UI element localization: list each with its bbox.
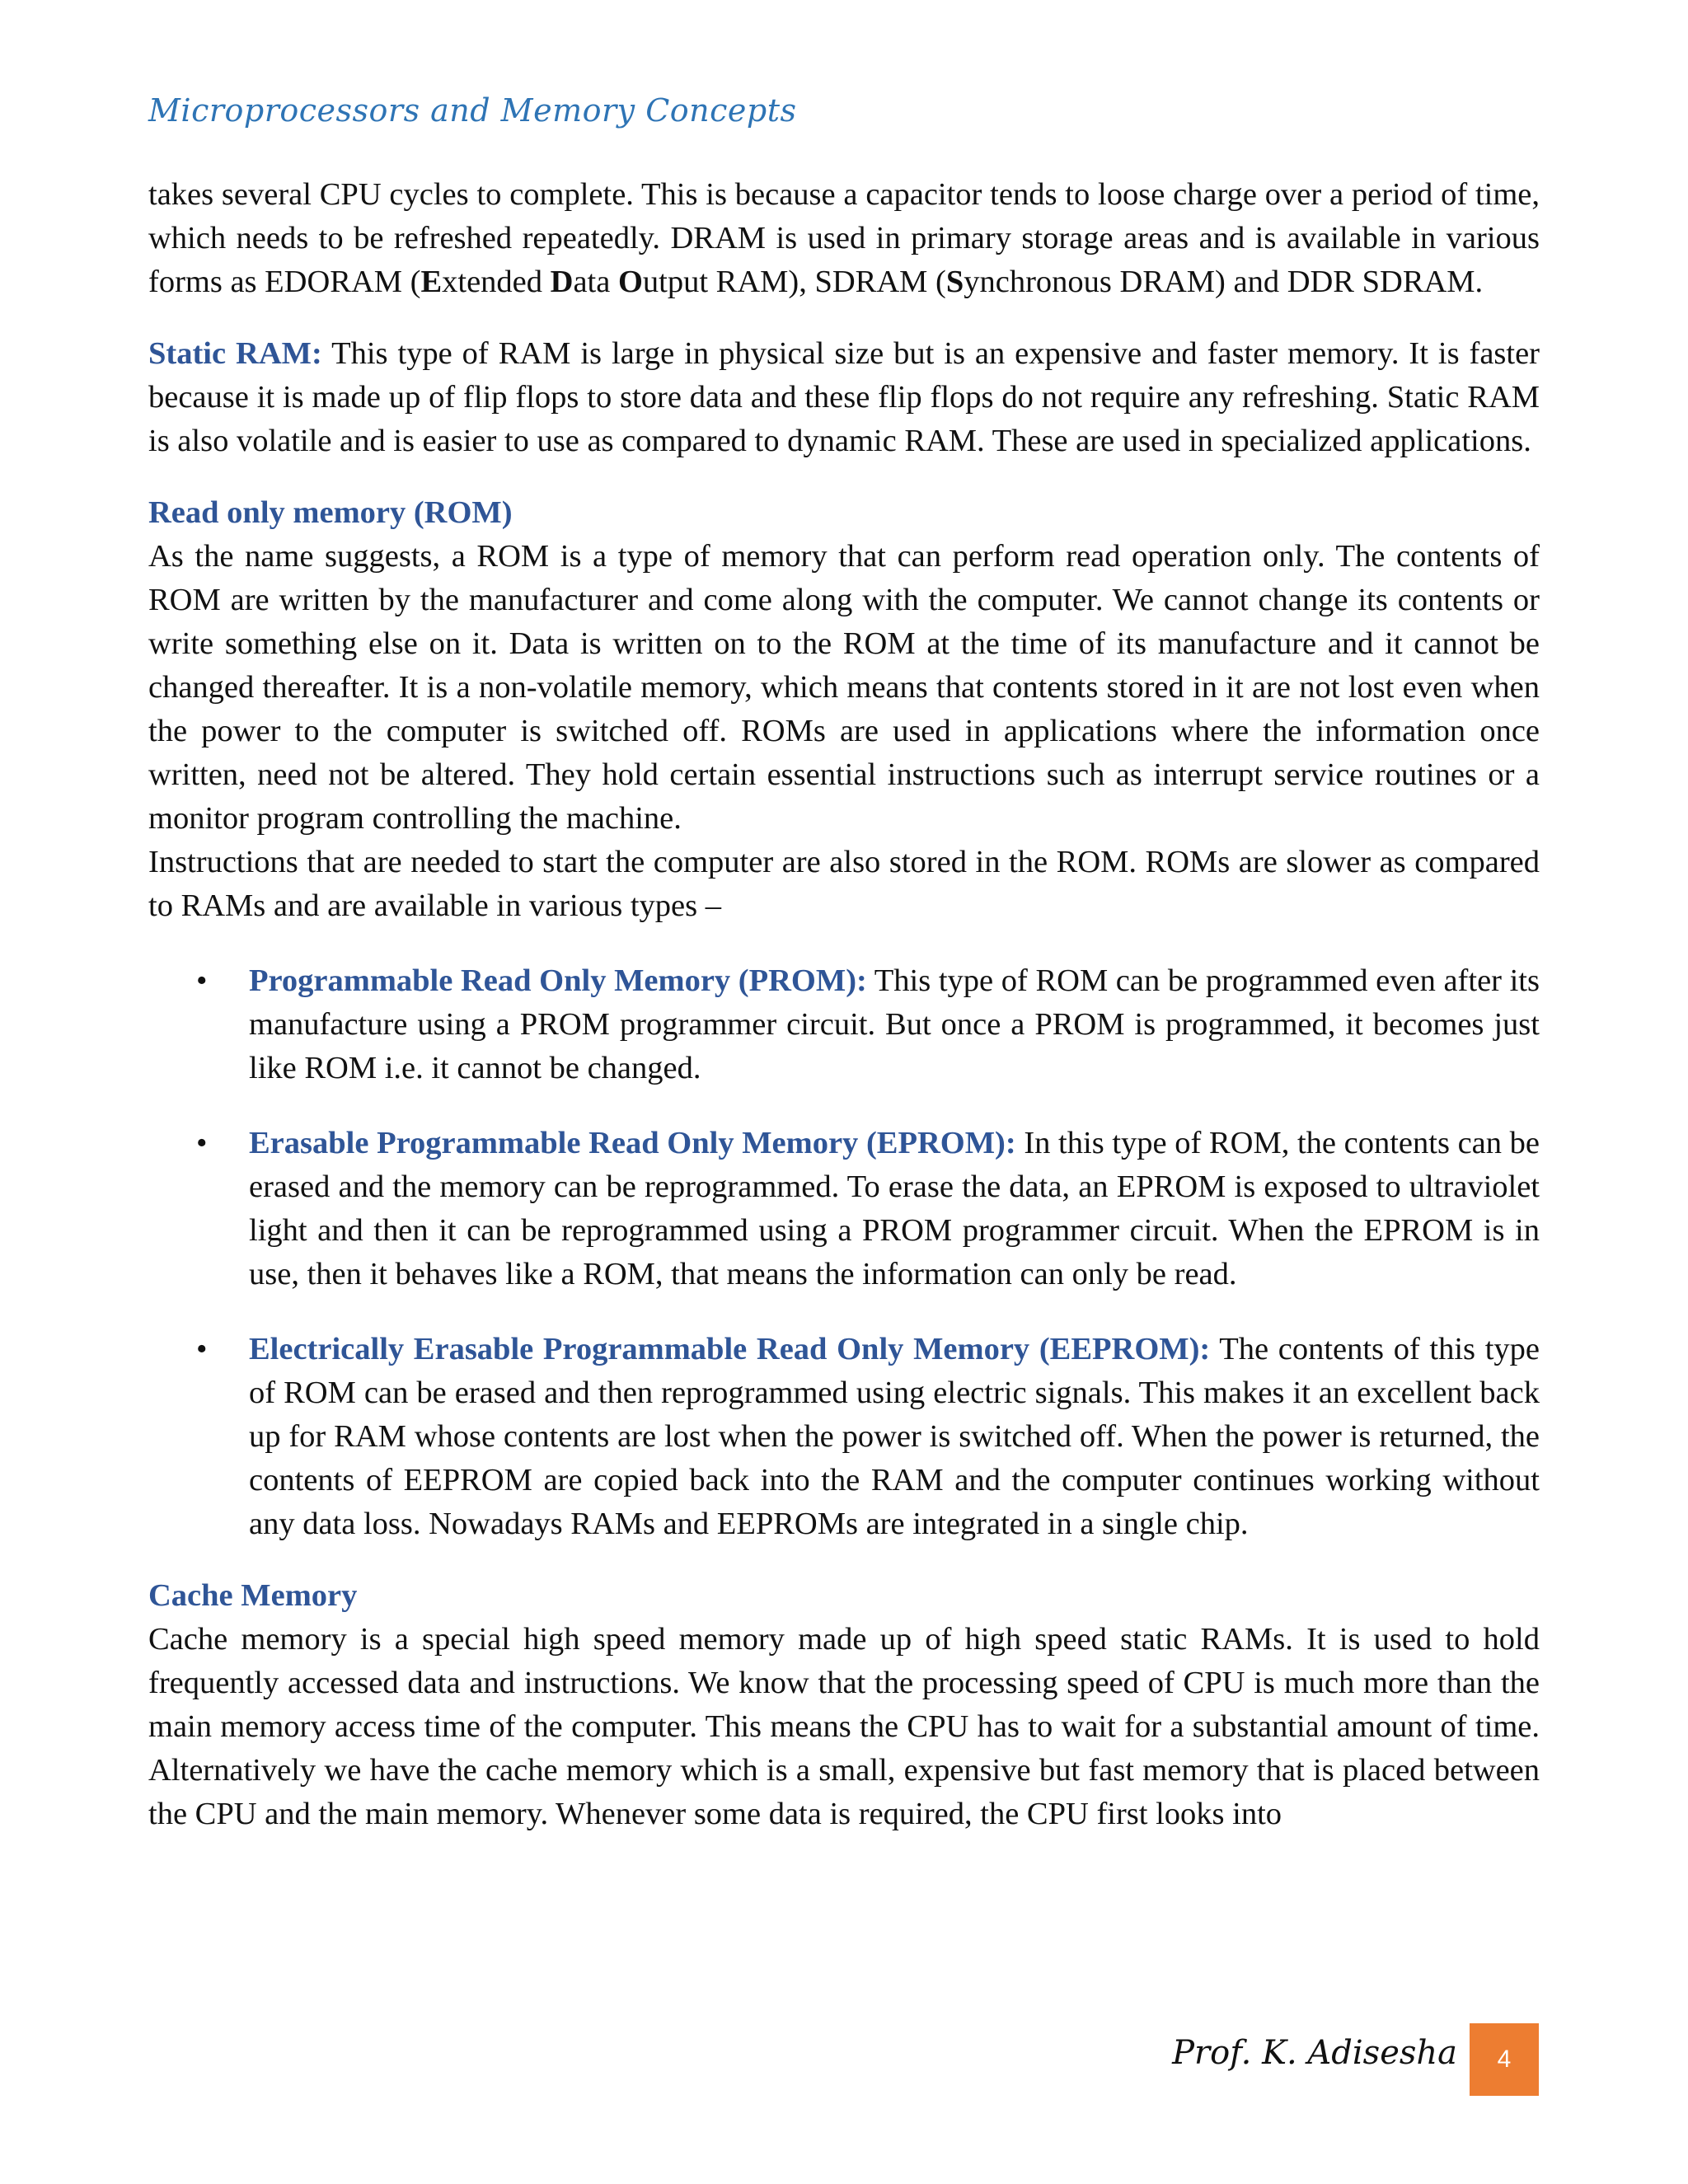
rom-paragraph-2: Instructions that are needed to start the computer are also stored in the ROM. ROMs are slower as compared to RAMs and are available in various types – [148, 845, 1540, 923]
dram-text-3: ata [573, 265, 618, 299]
page-number-badge: 4 [1470, 2023, 1539, 2096]
rom-paragraph-1: As the name suggests, a ROM is a type of memory that can perform read operation only. The contents of ROM are written by the manufacturer and come along with the computer. We cannot change its contents or write something else on it. Data is written on to the ROM at the time of its manufacture and it cannot be changed thereafter. It is a non-volatile memory, which means that contents stored in it are not lost even when the power to the computer is switched off. ROMs are used in applications where the information once written, need not be altered. They hold certain essential instructions such as interrupt service routines or a monitor program controlling the machine. [148, 539, 1540, 836]
dram-bold-o: O [617, 265, 643, 299]
cache-heading: Cache Memory [148, 1578, 358, 1613]
eeprom-label: Electrically Erasable Programmable Read Only Memory (EEPROM): [249, 1332, 1211, 1366]
static-ram-label: Static RAM: [148, 336, 322, 371]
static-ram-text: This type of RAM is large in physical size but is an expensive and faster memory. It is faster because it is made up of flip flops to store data and these flip flops do not require any refreshing. Static RAM is also volatile and is easier to use as compared to dynamic RAM. These are used in specialized applications. [148, 336, 1540, 458]
document-body [148, 173, 1540, 1836]
dram-bold-e: E [420, 265, 443, 299]
dram-text-4: utput RAM), SDRAM ( [642, 265, 946, 299]
prom-text: This type of ROM can be programmed even after its manufacture using a PROM programmer circuit. But once a PROM is programmed, it becomes just like ROM i.e. it cannot be changed. [249, 963, 1540, 1085]
footer-author: Prof. K. Adisesha [1172, 2034, 1457, 2072]
bullet-icon: • [196, 963, 208, 998]
dram-text-1: takes several CPU cycles to complete. This is because a capacitor tends to loose charge over a period of time, which needs to be refreshed repeatedly. DRAM is used in primary storage areas and is available in various forms as EDORAM ( [148, 177, 1540, 299]
eprom-label: Erasable Programmable Read Only Memory (EPROM): [249, 1126, 1016, 1160]
list-item-prom [148, 959, 1540, 1090]
list-item-eprom [148, 1122, 1540, 1296]
page-header-title: Microprocessors and Memory Concepts [148, 92, 797, 129]
cache-paragraph: Cache memory is a special high speed memory made up of high speed static RAMs. It is used to hold frequently accessed data and instructions. We know that the processing speed of CPU is much more than the main memory access time of the computer. This means the CPU has to wait for a substantial amount of time. Alternatively we have the cache memory which is a small, expensive but fast memory that is placed between the CPU and the main memory. Whenever some data is required, the CPU first looks into [148, 1622, 1540, 1831]
rom-types-list [148, 959, 1540, 1546]
dram-paragraph [148, 173, 1540, 304]
rom-heading: Read only memory (ROM) [148, 495, 513, 530]
bullet-icon: • [196, 1126, 208, 1160]
static-ram-paragraph [148, 332, 1540, 463]
dram-bold-s: S [945, 265, 964, 299]
list-item-eeprom [148, 1328, 1540, 1546]
eeprom-text: The contents of this type of ROM can be erased and then reprogrammed using electric signals. This makes it an excellent back up for RAM whose contents are lost when the power is switched off. When the power is returned, the contents of EEPROM are copied back into the RAM and the computer continues working without any data loss. Nowadays RAMs and EEPROMs are integrated in a single chip. [249, 1332, 1540, 1541]
dram-text-5: ynchronous DRAM) and DDR SDRAM. [964, 265, 1484, 299]
eprom-text: In this type of ROM, the contents can be erased and the memory can be reprogrammed. To erase the data, an EPROM is exposed to ultraviolet light and then it can be reprogrammed using a PROM programmer circuit. When the EPROM is in use, then it behaves like a ROM, that means the information can only be read. [249, 1126, 1540, 1291]
bullet-icon: • [196, 1332, 208, 1366]
prom-label: Programmable Read Only Memory (PROM): [249, 963, 867, 998]
dram-bold-d: D [550, 265, 574, 299]
dram-text-2: xtended [442, 265, 551, 299]
